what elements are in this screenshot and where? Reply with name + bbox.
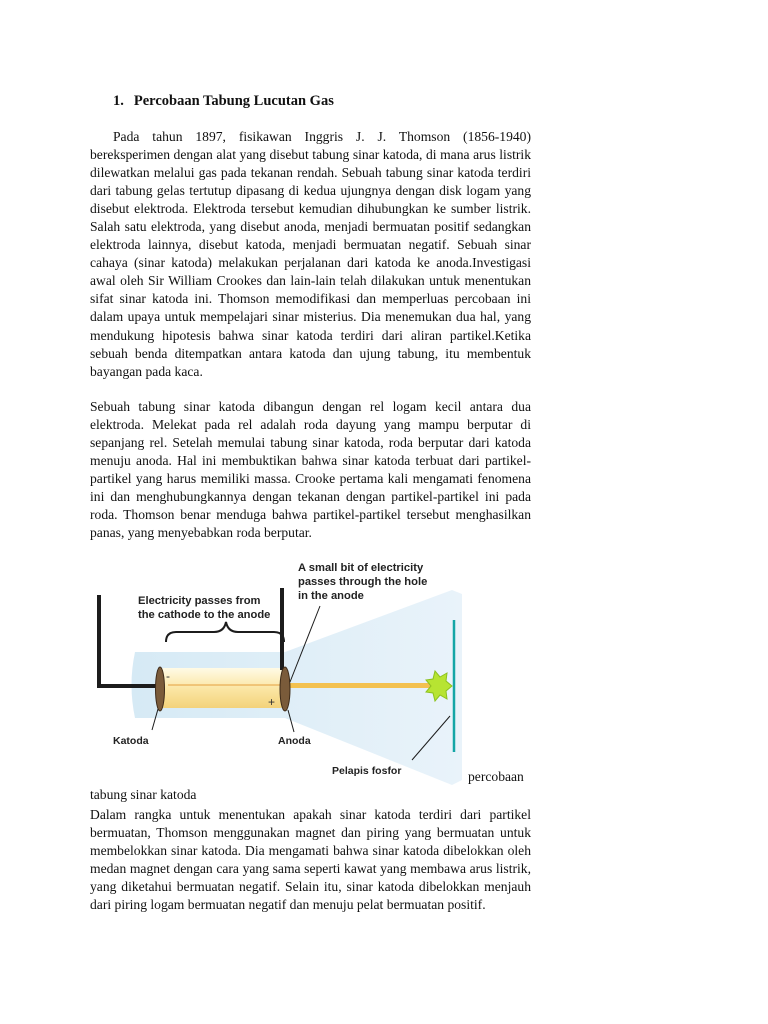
paragraph-1: Pada tahun 1897, fisikawan Inggris J. J. Thomson (1856-1940) bereksperimen dengan alat yang disebut tabung sinar katoda, di mana arus listrik dilewatkan melalui gas pada tekanan rendah. Sebuah tabung sinar katoda terdiri dari tabung gelas tertutup dipasang di kedua ujungnya dengan disk logam yang disebut elektroda. Elektroda tersebut kemudian dihubungkan ke sumber listrik. Salah satu elektroda, yang disebut anoda, menjadi bermuatan positif sedangkan elektroda lainnya, disebut katoda, menjadi bermuatan negatif. Sebuah sinar cahaya (sinar katoda) melakukan perjalanan dari katoda ke anoda.Investigasi awal oleh Sir William Crookes dan lain-lain telah dilakukan untuk menentukan sifat sinar katoda ini. Thomson memodifikasi dan memperluas percobaan ini dalam upaya untuk mempelajari sinar misterius. Dia menemukan dua hal, yang mendukung hipotesis bahwa sinar katoda terdiri dari aliran partikel.Ketika sebuah benda ditempatkan antara katoda dan ujung tabung, itu membentuk bayangan pada kaca. xyxy=(90,129,531,379)
paragraph-3: Dalam rangka untuk menentukan apakah sinar katoda terdiri dari partikel bermuatan, Thomson menggunakan magnet dan piring yang bermuatan untuk membelokkan sinar katoda. Dia mengamati bahwa sinar katoda dibelokkan oleh medan magnet dengan cara yang sama seperti kawat yang membawa arus listrik, yang diketahui bermuatan negatif. Selain itu, sinar katoda dibelokkan menjauh dari piring logam bermuatan negatif dan menuju pelat bermuatan positif. xyxy=(90,807,531,913)
plus-sign: + xyxy=(268,695,276,709)
figure-caption-part1: percobaan xyxy=(468,769,524,784)
label-hole-3: in the anode xyxy=(298,590,364,602)
anode-electrode xyxy=(280,667,290,711)
figure-caption-part2: tabung sinar katoda xyxy=(90,787,197,802)
label-hole-1: A small bit of electricity xyxy=(298,562,424,574)
electron-beam xyxy=(285,683,435,688)
paragraph-2: Sebuah tabung sinar katoda dibangun dengan rel logam kecil antara dua elektroda. Melekat pada rel adalah roda dayung yang mampu berputar di sepanjang rel. Setelah memulai tabung sinar katoda, roda berputar dari katoda menuju anoda. Hal ini membuktikan bahwa sinar katoda terbuat dari partikel-partikel yang harus memiliki massa. Crooke pertama kali mengamati fenomena ini dan menghubungkannya dengan tekanan dengan partikel-partikel ini pada roda. Thomson benar menduga bahwa partikel-partikel tersebut menghasilkan panas, yang menyebabkan roda berputar. xyxy=(90,399,531,541)
brace xyxy=(166,622,284,642)
label-katoda: Katoda xyxy=(113,735,149,747)
glow-region xyxy=(160,668,284,708)
section-title: Percobaan Tabung Lucutan Gas xyxy=(133,93,334,109)
label-anoda: Anoda xyxy=(278,735,311,747)
svg-text:A small bit of electricity xyxy=(298,562,430,602)
section-number: 1. xyxy=(113,93,124,109)
label-hole-2: passes through the hole xyxy=(298,576,428,588)
cathode-electrode xyxy=(156,667,165,711)
minus-sign: - xyxy=(166,669,170,683)
label-flow-1: Electricity passes from xyxy=(138,595,261,607)
svg-text:Electricity passes from xyxy=(138,595,270,621)
label-flow-2: the cathode to the anode xyxy=(138,609,271,621)
label-fosfor: Pelapis fosfor xyxy=(332,765,402,777)
section-heading xyxy=(113,93,334,110)
cathode-ray-tube-figure xyxy=(90,560,470,792)
